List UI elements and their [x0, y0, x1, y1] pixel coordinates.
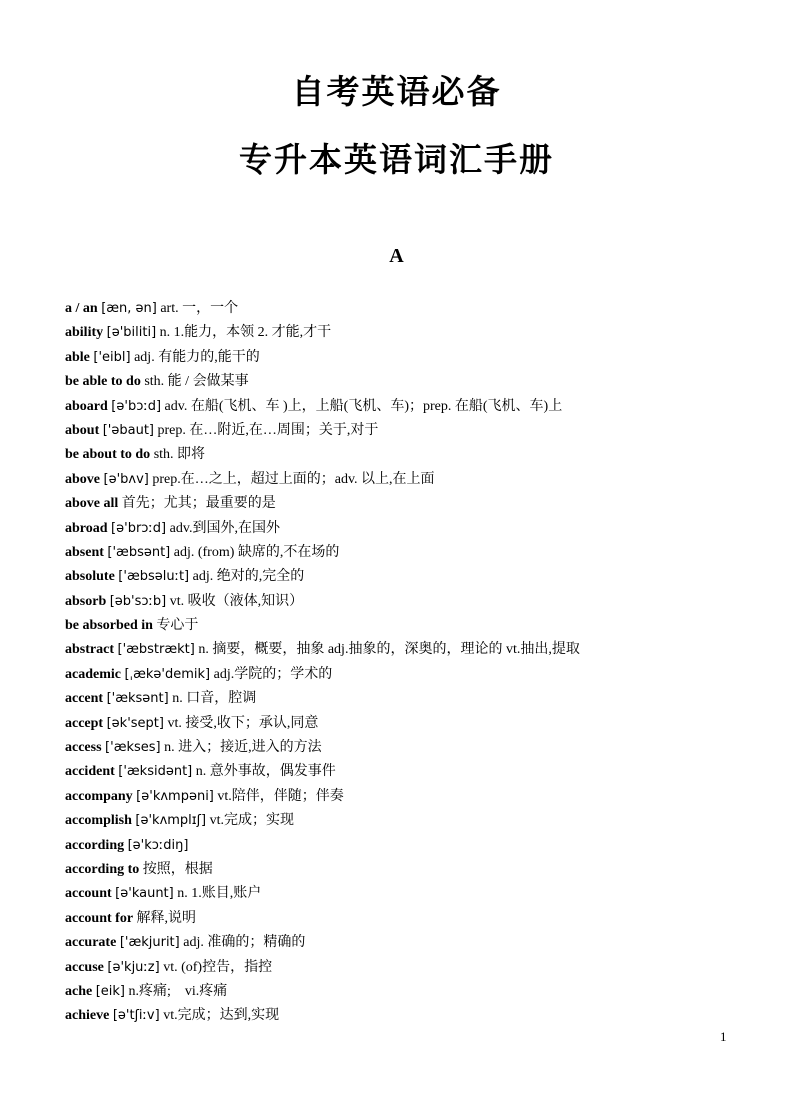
- entry-phonetic: [ə'kɔːdiŋ]: [127, 837, 189, 853]
- entry-headword: accomplish: [65, 813, 132, 829]
- entry-definition: 专心于: [156, 618, 199, 634]
- vocabulary-entry: [65, 931, 765, 955]
- vocabulary-entry: [65, 1004, 765, 1028]
- entry-phonetic: [ə'kʌmpəni]: [136, 788, 214, 804]
- entry-phonetic: [ə'tʃiːv]: [112, 1008, 160, 1024]
- entry-phonetic: [eik]: [95, 983, 126, 999]
- entry-phonetic: ['æbstrækt]: [117, 642, 195, 658]
- entry-headword: be able to do: [65, 374, 141, 390]
- entry-phonetic: [ə'kjuːz]: [107, 959, 160, 975]
- vocabulary-entry: [65, 834, 765, 858]
- entry-definition: adj.学院的；学术的: [213, 666, 333, 682]
- vocabulary-entry: [65, 712, 765, 736]
- entry-definition: vt. 吸收（液体,知识）: [169, 593, 304, 609]
- vocabulary-entry: [65, 760, 765, 784]
- entry-headword: abroad: [65, 520, 108, 536]
- entry-definition: sth. 即将: [153, 447, 206, 463]
- vocabulary-entry: [65, 614, 765, 638]
- entry-phonetic: ['əbaut]: [102, 422, 155, 438]
- entry-definition: n. 意外事故，偶发事件: [195, 764, 336, 780]
- entry-definition: sth. 能 / 会做某事: [144, 374, 249, 390]
- entry-definition: prep.在…之上，超过上面的；adv. 以上,在上面: [152, 471, 435, 487]
- vocabulary-entry: [65, 346, 765, 370]
- entry-headword: abstract: [65, 642, 114, 658]
- entry-phonetic: [ə'bʌv]: [103, 471, 149, 487]
- entry-phonetic: ['eibl]: [93, 349, 131, 365]
- entry-headword: accent: [65, 691, 104, 707]
- entry-phonetic: [æn, ən]: [101, 301, 157, 316]
- vocabulary-entry: [65, 785, 765, 809]
- entry-phonetic: [ə'bɔːd]: [111, 398, 162, 414]
- vocabulary-entry: [65, 907, 765, 931]
- vocabulary-entry: [65, 858, 765, 882]
- entry-headword: absorb: [65, 593, 107, 609]
- entry-definition: n. 摘要，概要，抽象 adj.抽象的，深奥的，理论的 vt.抽出,提取: [198, 642, 580, 658]
- entry-definition: n. 1.能力，本领 2. 才能,才干: [159, 325, 332, 341]
- entry-definition: 解释,说明: [136, 910, 197, 926]
- entry-phonetic: [əb'sɔːb]: [109, 593, 167, 609]
- entry-headword: accuse: [65, 959, 104, 975]
- entry-definition: adj. 有能力的,能干的: [134, 349, 260, 365]
- entry-headword: absolute: [65, 569, 115, 585]
- entry-definition: vt. (of)控告，指控: [163, 959, 273, 975]
- entry-phonetic: ['ækjurit]: [119, 935, 180, 951]
- entry-headword: achieve: [65, 1008, 110, 1024]
- vocabulary-entry: [65, 687, 765, 711]
- entry-definition: adj. 准确的；精确的: [183, 935, 306, 951]
- entry-phonetic: ['æksidənt]: [118, 764, 193, 780]
- entry-definition: vt.完成；达到,实现: [163, 1008, 280, 1024]
- document-title: 自考英语必备: [291, 72, 502, 111]
- page-number: 1: [720, 1029, 727, 1044]
- entry-phonetic: [ə'kaunt]: [115, 886, 174, 902]
- vocabulary-entry: [65, 638, 765, 662]
- entry-definition: vt.完成；实现: [209, 813, 294, 829]
- entry-definition: adv.到国外,在国外: [169, 520, 280, 536]
- entry-headword: account: [65, 886, 112, 902]
- entry-headword: be about to do: [65, 447, 151, 463]
- vocabulary-entry: [65, 321, 765, 345]
- entry-definition: art. 一，一个: [160, 301, 239, 316]
- entry-headword: ache: [65, 983, 93, 999]
- entry-headword: above: [65, 471, 100, 487]
- entry-headword: a / an: [65, 301, 98, 316]
- entry-phonetic: [ˌækə'demik]: [124, 666, 211, 682]
- entry-headword: according to: [65, 861, 140, 877]
- entry-phonetic: [ək'sept]: [106, 715, 164, 731]
- vocabulary-entry: [65, 443, 765, 467]
- vocabulary-entry: [65, 663, 765, 687]
- entry-phonetic: ['æbsəluːt]: [118, 569, 190, 585]
- vocabulary-entry: [65, 956, 765, 980]
- entry-definition: n.疼痛; vi.疼痛: [128, 983, 228, 999]
- vocabulary-entry: [65, 590, 765, 614]
- entry-headword: access: [65, 740, 102, 756]
- entry-definition: 首先；尤其；最重要的是: [121, 496, 276, 512]
- vocabulary-entry: [65, 492, 765, 516]
- entry-headword: able: [65, 349, 90, 365]
- entry-phonetic: ['ækses]: [105, 740, 161, 756]
- entry-definition: adv. 在船(飞机、车 )上，上船(飞机、车)；prep. 在船(飞机、车)上: [164, 398, 563, 414]
- document-subtitle: 专升本英语词汇手册: [239, 140, 554, 179]
- vocabulary-entry: [65, 736, 765, 760]
- entry-phonetic: [ə'kʌmplɪʃ]: [135, 813, 207, 829]
- entry-definition: prep. 在…附近,在…周围；关于,对于: [157, 422, 379, 438]
- entry-headword: above all: [65, 496, 119, 512]
- entry-headword: be absorbed in: [65, 618, 153, 634]
- entry-definition: vt.陪伴，伴随；伴奏: [217, 788, 344, 804]
- entry-headword: aboard: [65, 398, 108, 414]
- vocabulary-entry: [65, 517, 765, 541]
- entry-definition: adj. (from) 缺席的,不在场的: [173, 544, 340, 560]
- vocabulary-entry: [65, 297, 765, 321]
- entry-headword: ability: [65, 325, 104, 341]
- entry-headword: absent: [65, 544, 104, 560]
- entry-headword: accept: [65, 715, 104, 731]
- vocabulary-entry: [65, 370, 765, 394]
- entry-phonetic: [ə'biliti]: [106, 325, 157, 341]
- entry-definition: n. 进入；接近,进入的方法: [164, 740, 322, 756]
- vocabulary-entry: [65, 809, 765, 833]
- entry-headword: according: [65, 837, 125, 853]
- entry-headword: accurate: [65, 935, 117, 951]
- entry-headword: academic: [65, 666, 121, 682]
- vocabulary-list: [65, 297, 765, 1029]
- entry-headword: accident: [65, 764, 115, 780]
- entry-definition: vt. 接受,收下；承认,同意: [167, 715, 319, 731]
- vocabulary-entry: [65, 980, 765, 1004]
- vocabulary-entry: [65, 468, 765, 492]
- vocabulary-entry: [65, 882, 765, 906]
- entry-definition: 按照，根据: [142, 861, 213, 877]
- vocabulary-entry: [65, 541, 765, 565]
- entry-phonetic: ['æbsənt]: [107, 544, 171, 560]
- entry-phonetic: ['æksənt]: [106, 691, 169, 707]
- entry-headword: about: [65, 422, 100, 438]
- entry-definition: n. 1.账目,账户: [177, 886, 262, 902]
- entry-definition: adj. 绝对的,完全的: [192, 569, 305, 585]
- entry-headword: account for: [65, 910, 134, 926]
- entry-headword: accompany: [65, 788, 133, 804]
- vocabulary-entry: [65, 419, 765, 443]
- entry-definition: n. 口音，腔调: [172, 691, 257, 707]
- vocabulary-entry: [65, 565, 765, 589]
- entry-phonetic: [ə'brɔːd]: [111, 520, 167, 536]
- vocabulary-entry: [65, 395, 765, 419]
- section-letter-heading: A: [389, 245, 404, 267]
